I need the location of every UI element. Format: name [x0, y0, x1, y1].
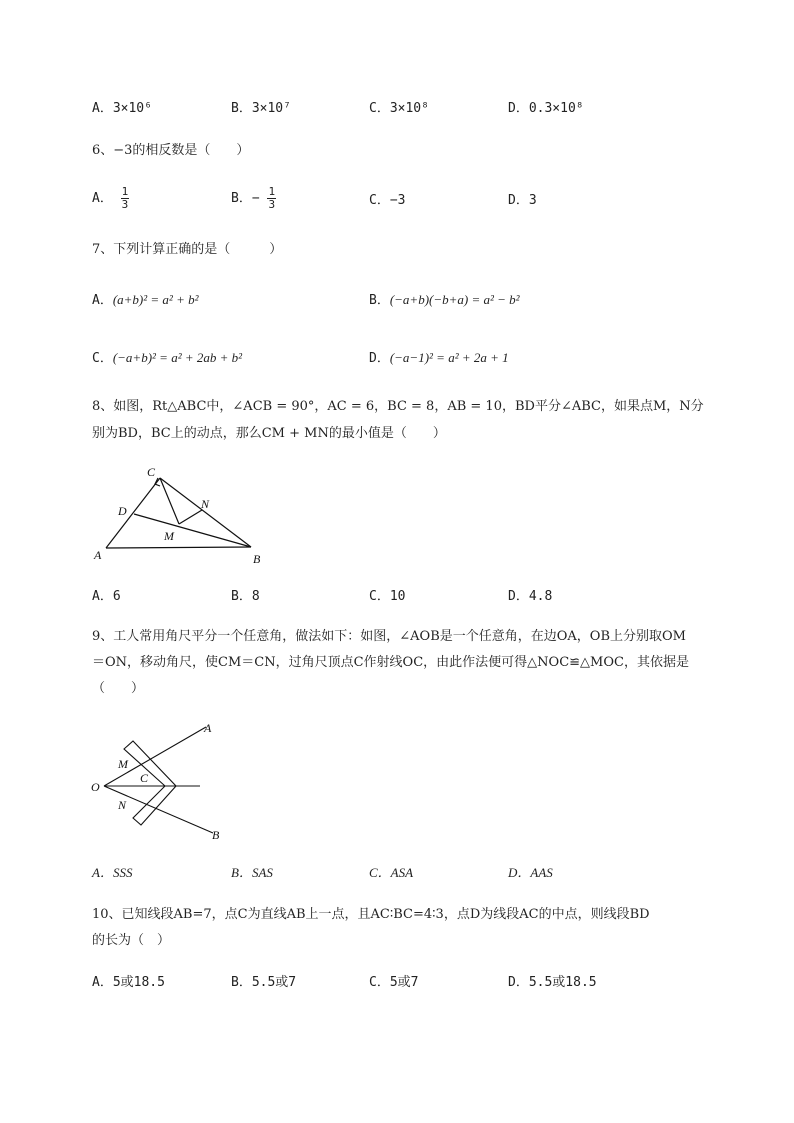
q6-option-b-label: B．− [231, 191, 260, 206]
q9-label-b: B [212, 828, 220, 842]
q6-option-a-fraction [121, 186, 130, 211]
q9-label-n: N [118, 798, 127, 812]
q8-segment-ac [106, 478, 160, 548]
q7-option-b-label: B． [369, 293, 390, 308]
q8-segment-bd [134, 514, 251, 547]
q6-stem: 6、−3的相反数是（ ） [92, 143, 250, 158]
q8-option-d: D．4.8 [508, 589, 553, 604]
q7-option-c-label: C． [92, 351, 113, 366]
q7-stem: 7、下列计算正确的是（ ） [92, 242, 283, 257]
q10-option-b: B．5.5或7 [231, 975, 297, 990]
q8-triangle-figure [88, 460, 278, 570]
q10-stem-line1: 10、已知线段AB=7，点C为直线AB上一点，且AC∶BC=4∶3，点D为线段AC的中点，则线段BD [92, 907, 650, 922]
q7-option-a-label: A． [92, 293, 113, 308]
q9-ruler-lower-arm [133, 786, 176, 825]
q7-option-d-expression: (−a−1)² = a² + 2a + 1 [389, 350, 509, 365]
q6-option-a-numerator: 1 [121, 185, 129, 198]
q8-label-b: B [253, 552, 261, 566]
q9-angle-ruler-figure [88, 715, 238, 845]
q6-option-d: D．3 [508, 193, 537, 208]
q9-option-a [92, 865, 132, 882]
q10-option-a: A．5或18.5 [92, 975, 165, 990]
q8-segment-mn [179, 510, 202, 524]
q9-option-b-text: B．SAS [231, 865, 273, 880]
q7-option-c [92, 350, 242, 367]
q9-option-d [508, 865, 553, 882]
q9-option-c-text: C．ASA [369, 865, 414, 880]
q7-option-a [92, 292, 199, 309]
q9-stem-line1: 9、工人常用角尺平分一个任意角，做法如下：如图，∠AOB是一个任意角，在边OA，OB上分别取OM [92, 629, 686, 644]
q7-option-d-label: D． [369, 351, 390, 366]
q9-stem-line2: ＝ON，移动角尺，使CM＝CN，过角尺顶点C作射线OC，由此作法便可得△NOC≌△MOC，其依据是 [92, 655, 689, 670]
q8-label-a: A [94, 548, 102, 562]
q9-stem-line3: （ ） [92, 681, 145, 696]
q6-option-b-denominator: 3 [268, 198, 276, 211]
q8-label-n: N [201, 497, 210, 511]
q10-option-d: D．5.5或18.5 [508, 975, 597, 990]
q8-label-m: M [164, 529, 174, 543]
q9-label-a: A [204, 721, 212, 735]
q6-option-b-fraction [267, 186, 276, 211]
q9-option-d-text: D．AAS [508, 865, 553, 880]
q6-option-c: C．−3 [369, 193, 406, 208]
q5-option-b: B．3×10⁷ [231, 101, 291, 116]
q9-label-c: C [140, 771, 149, 785]
q8-segment-ab [106, 547, 251, 548]
q8-option-c: C．10 [369, 589, 406, 604]
q7-option-d [369, 350, 509, 367]
q5-option-a: A．3×10⁶ [92, 101, 152, 116]
q6-option-a-label: A． [92, 191, 113, 206]
q8-option-a: A．6 [92, 589, 121, 604]
q9-label-m: M [118, 757, 128, 771]
q10-stem-line2: 的长为（ ） [92, 933, 171, 948]
q9-option-c [369, 865, 413, 882]
q7-option-b-expression: (−a+b)(−b+a) = a² − b² [389, 292, 520, 307]
q6-option-a [92, 186, 129, 211]
q8-label-d: D [118, 504, 127, 518]
q8-stem-line2: 别为BD，BC上的动点，那么CM + MN的最小值是（ ） [92, 426, 446, 441]
q8-option-b: B．8 [231, 589, 260, 604]
q8-stem-line1: 8、如图，Rt△ABC中，∠ACB = 90°，AC = 6，BC = 8，AB = 10，BD平分∠ABC，如果点M，N分 [92, 399, 704, 414]
q9-ruler-upper-arm [124, 741, 176, 786]
q5-option-c: C．3×10⁸ [369, 101, 429, 116]
q7-option-a-expression: (a+b)² = a² + b² [112, 292, 199, 307]
q8-label-c: C [147, 465, 156, 479]
q9-option-a-text: A．SSS [92, 865, 133, 880]
q6-option-a-denominator: 3 [121, 198, 129, 211]
q9-label-o: O [91, 780, 100, 794]
q6-option-b [231, 186, 276, 211]
q9-option-b [231, 865, 273, 882]
q7-option-b [369, 292, 520, 309]
q7-option-c-expression: (−a+b)² = a² + 2ab + b² [112, 350, 243, 365]
q5-option-d: D．0.3×10⁸ [508, 101, 584, 116]
q6-option-b-numerator: 1 [268, 185, 276, 198]
q10-option-c: C．5或7 [369, 975, 419, 990]
